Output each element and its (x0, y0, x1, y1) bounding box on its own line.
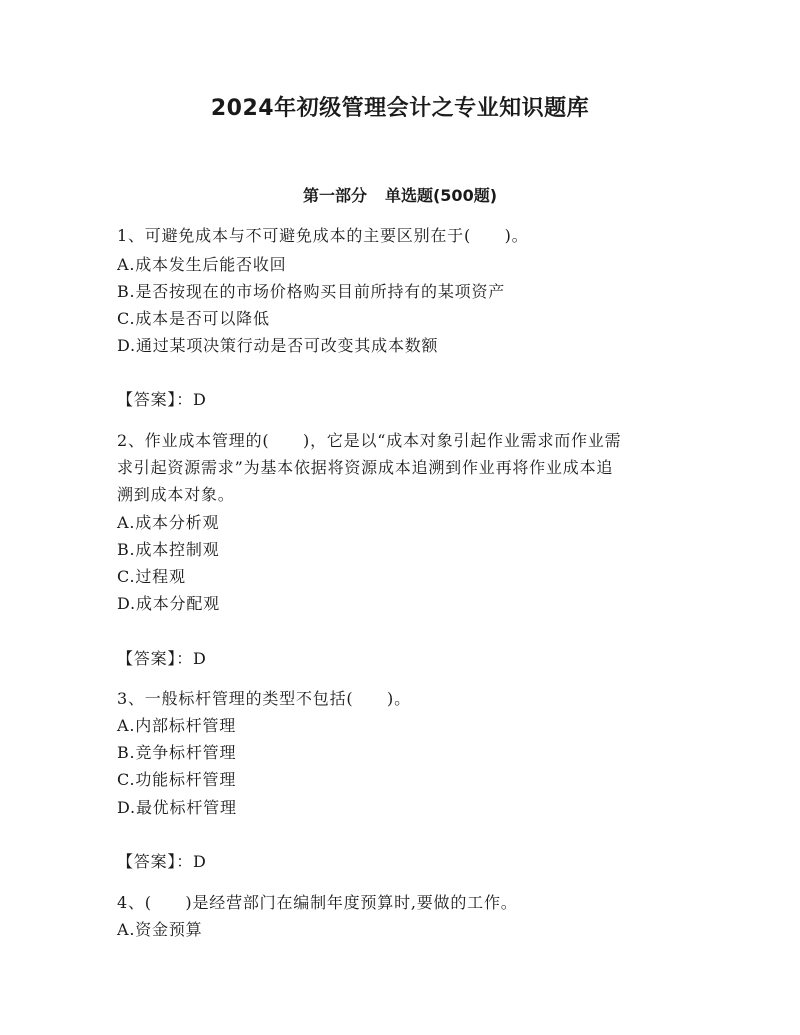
option-c: C.过程观 (117, 567, 186, 586)
option-b: B.是否按现在的市场价格购买目前所持有的某项资产 (117, 282, 506, 301)
option-a: A.内部标杆管理 (117, 716, 237, 735)
option-a: A.资金预算 (117, 920, 203, 939)
option-d: D.最优标杆管理 (117, 798, 237, 817)
question-stem: 4、( )是经营部门在编制年度预算时,要做的工作。 (117, 893, 518, 912)
section-name: 单选题(500题) (384, 186, 498, 205)
question-stem: 1、可避免成本与不可避免成本的主要区别在于( )。 (117, 226, 529, 245)
option-c: C.成本是否可以降低 (117, 309, 270, 328)
option-b: B.竞争标杆管理 (117, 743, 237, 762)
option-d: D.成本分配观 (117, 594, 220, 613)
section-heading (0, 184, 800, 208)
option-d: D.通过某项决策行动是否可改变其成本数额 (117, 336, 439, 355)
option-b: B.成本控制观 (117, 540, 220, 559)
option-a: A.成本发生后能否收回 (117, 255, 287, 274)
question-stem: 求引起资源需求”为基本依据将资源成本追溯到作业再将作业成本追 (117, 458, 614, 477)
section-part: 第一部分 (302, 186, 367, 205)
question-stem: 3、一般标杆管理的类型不包括( )。 (117, 689, 411, 708)
question-stem: 溯到成本对象。 (117, 485, 235, 504)
answer-line: 【答案】：D (117, 390, 207, 409)
option-c: C.功能标杆管理 (117, 770, 237, 789)
document-title: 2024年初级管理会计之专业知识题库 (210, 96, 590, 121)
answer-line: 【答案】：D (117, 649, 207, 668)
question-stem: 2、作业成本管理的( )，它是以“成本对象引起作业需求而作业需 (117, 431, 622, 450)
answer-line: 【答案】：D (117, 852, 207, 871)
option-a: A.成本分析观 (117, 513, 220, 532)
